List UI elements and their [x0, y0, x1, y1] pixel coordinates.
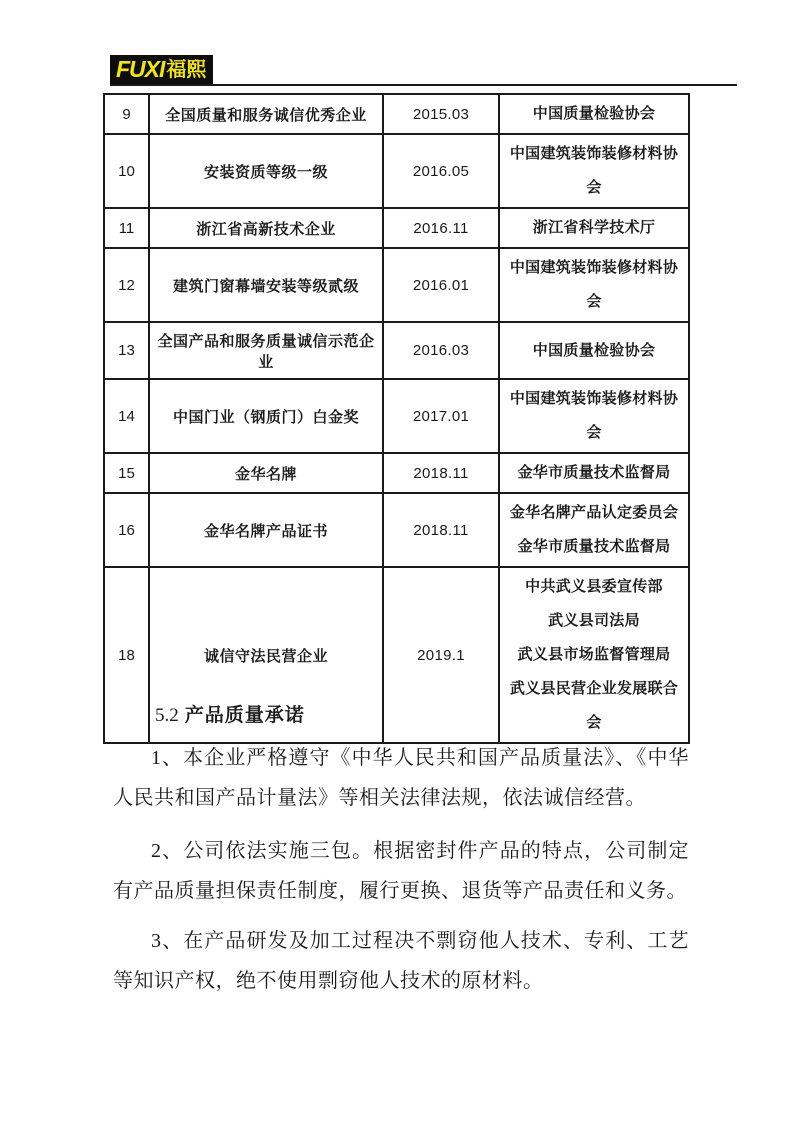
cell-issuer: [499, 208, 689, 248]
cell-row-number: 13: [104, 322, 149, 379]
table-row: [104, 208, 689, 248]
logo-cjk-text: 福熙: [166, 58, 207, 81]
issuer-line: 武义县市场监督管理局: [517, 646, 671, 663]
company-logo: [110, 55, 213, 84]
logo-latin-text: FUXI: [116, 56, 165, 82]
cell-issuer: [499, 379, 689, 453]
cell-award-name: 安装资质等级一级: [149, 134, 383, 208]
cell-row-number: 10: [104, 134, 149, 208]
cell-issuer: [499, 567, 689, 743]
issuer-line: 中国质量检验协会: [532, 105, 656, 122]
cell-award-date: 2016.11: [383, 208, 499, 248]
issuer-line: 中国建筑装饰装修材料协会: [509, 145, 679, 196]
cell-award-name: 金华名牌: [149, 453, 383, 493]
section-number: 5.2: [155, 705, 179, 726]
cell-row-number: 14: [104, 379, 149, 453]
issuer-line: 浙江省科学技术厅: [532, 219, 656, 236]
table-row: [104, 379, 689, 453]
cell-award-name: 金华名牌产品证书: [149, 493, 383, 567]
issuer-line: 金华市质量技术监督局: [517, 464, 671, 481]
cell-row-number: 11: [104, 208, 149, 248]
awards-table: [103, 93, 690, 744]
issuer-line: 中国质量检验协会: [532, 341, 656, 359]
cell-issuer: [499, 134, 689, 208]
cell-row-number: 12: [104, 248, 149, 322]
body-paragraph-1: 1、本企业严格遵守《中华人民共和国产品质量法》、《中华人民共和国产品计量法》等相关法律法规，依法诚信经营。: [113, 747, 689, 809]
table-row: [104, 493, 689, 567]
cell-row-number: 16: [104, 493, 149, 567]
issuer-line: 中共武义县委宣传部: [525, 578, 663, 595]
cell-award-name: 诚信守法民营企业: [149, 567, 383, 743]
issuer-line: 武义县司法局: [548, 612, 640, 629]
table-row: [104, 94, 689, 134]
cell-award-name: 建筑门窗幕墙安装等级贰级: [149, 248, 383, 322]
issuer-line: 武义县民营企业发展联合会: [509, 680, 679, 731]
body-paragraph-3: 3、在产品研发及加工过程决不剽窃他人技术、专利、工艺等知识产权，绝不使用剽窃他人技术的原材料。: [113, 930, 689, 992]
cell-award-date: 2018.11: [383, 453, 499, 493]
cell-award-date: 2016.05: [383, 134, 499, 208]
cell-award-name: 全国质量和服务诚信优秀企业: [149, 94, 383, 134]
table-row: [104, 322, 689, 379]
table-row: [104, 248, 689, 322]
issuer-line: 金华名牌产品认定委员会: [509, 504, 679, 521]
cell-issuer: [499, 453, 689, 493]
header-divider: [110, 84, 737, 86]
cell-award-date: 2017.01: [383, 379, 499, 453]
cell-award-name: 浙江省高新技术企业: [149, 208, 383, 248]
cell-award-date: 2018.11: [383, 493, 499, 567]
issuer-line: 中国建筑装饰装修材料协会: [509, 390, 679, 441]
cell-issuer: [499, 322, 689, 379]
body-paragraph-2: 2、公司依法实施三包。根据密封件产品的特点，公司制定有产品质量担保责任制度，履行更换、退货等产品责任和义务。: [113, 840, 689, 902]
cell-row-number: 18: [104, 567, 149, 743]
cell-row-number: 9: [104, 94, 149, 134]
cell-row-number: 15: [104, 453, 149, 493]
issuer-line: 金华市质量技术监督局: [517, 538, 671, 555]
issuer-line: 中国建筑装饰装修材料协会: [509, 259, 679, 310]
cell-issuer: [499, 493, 689, 567]
cell-award-date: 2016.03: [383, 322, 499, 379]
cell-issuer: [499, 248, 689, 322]
cell-award-date: 2015.03: [383, 94, 499, 134]
table-row: [104, 453, 689, 493]
section-title: 产品质量承诺: [184, 705, 305, 726]
cell-award-name: 全国产品和服务质量诚信示范企业: [149, 322, 383, 379]
table-row: [104, 134, 689, 208]
cell-issuer: [499, 94, 689, 134]
cell-award-date: 2016.01: [383, 248, 499, 322]
cell-award-date: 2019.1: [383, 567, 499, 743]
section-heading: [155, 703, 305, 729]
cell-award-name: 中国门业（钢质门）白金奖: [149, 379, 383, 453]
